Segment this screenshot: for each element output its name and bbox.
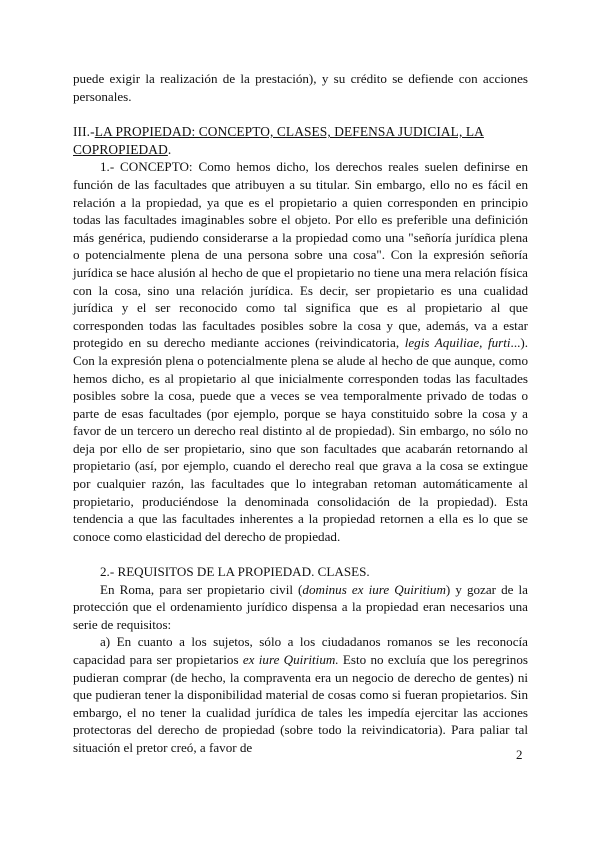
section-title: LA PROPIEDAD: CONCEPTO, CLASES, DEFENSA JUDICIAL, LA COPROPIEDAD: [73, 124, 484, 157]
concepto-label: 1.- CONCEPTO:: [100, 159, 193, 175]
requisitos-heading: 2.- REQUISITOS DE LA PROPIEDAD. CLASES.: [100, 564, 370, 580]
requisitos-paragraph-1: En Roma, para ser propietario civil (dominus ex iure Quiritium) y gozar de la protección que el ordenamiento jurídico dispensa a la propiedad eran necesarios una serie de requisitos:: [73, 581, 528, 632]
document-body: [73, 70, 528, 757]
italic-actions: legis Aquiliae, furti: [404, 335, 511, 351]
page-number: 2: [516, 747, 523, 762]
intro-paragraph: puede exigir la realización de la prestación), y su crédito se defiende con acciones personales.: [73, 71, 528, 104]
requisitos-paragraph-2: a) En cuanto a los sujetos, sólo a los ciudadanos romanos se les reconocía capacidad para ser propietarios ex iure Quiritium. Esto no excluía que los peregrinos pudieran comprar (de hecho, la compraventa era un negocio de derecho de gentes) ni que pudieran tener la disponibilidad material de cosas como si fueran propietarios. Sin embargo, el no tener la cualidad jurídica de tales les impedía ejercitar las acciones protectoras del derecho de propiedad (sobre todo la reivindicatoria). Para paliar tal situación el pretor creó, a favor de: [73, 634, 528, 755]
section-heading: III.-LA PROPIEDAD: CONCEPTO, CLASES, DEFENSA JUDICIAL, LA COPROPIEDAD.: [73, 124, 484, 157]
section-number: III.-: [73, 124, 95, 140]
concepto-paragraph: 1.- CONCEPTO: Como hemos dicho, los derechos reales suelen definirse en función de las facultades que atribuyen a su titular. Sin embargo, ello no es fácil en relación a la propiedad, ya que es el propietario a quien corresponden en principio todas las facultades imaginables sobre el objeto. Por ello es preferible una definición más genérica, pudiendo considerarse a la propiedad como una "señoría jurídica plena o potencialmente plena de una persona sobre una cosa". Con la expresión señoría jurídica se hace alusión al hecho de que el propietario no tiene una mera relación física con la cosa, sino una relación jurídica. Es decir, ser propietario es una cualidad jurídica y el ser reconocido como tal significa que es al propietario al que corresponden todas las facultades posibles sobre la cosa y que, además, va a estar protegido en su derecho mediante acciones (reivindicatoria, legis Aquiliae, furti...). Con la expresión plena o potencialmente plena se alude al hecho de que aunque, como hemos dicho, es al propietario al que inicialmente corresponden todas las facultades posibles sobre la cosa, puede que a veces se vea temporalmente privado de todas o parte de esas facultades (por ejemplo, porque se haya constituido sobre la cosa y a favor de un tercero un derecho real distinto al de propiedad). Sin embargo, no sólo no deja por ello de ser propietario, sino que son facultades que acabarán retornando al propietario (así, por ejemplo, cuando el derecho real que grava a la cosa se extingue por cualquier razón, las facultades que lo integraban retoman automáticamente al propietario, produciéndose la denominada consolidación de la propiedad). Esta tendencia a que las facultades inherentes a la propiedad retornen a ella es lo que se conoce como elasticidad del derecho de propiedad.: [73, 159, 529, 544]
